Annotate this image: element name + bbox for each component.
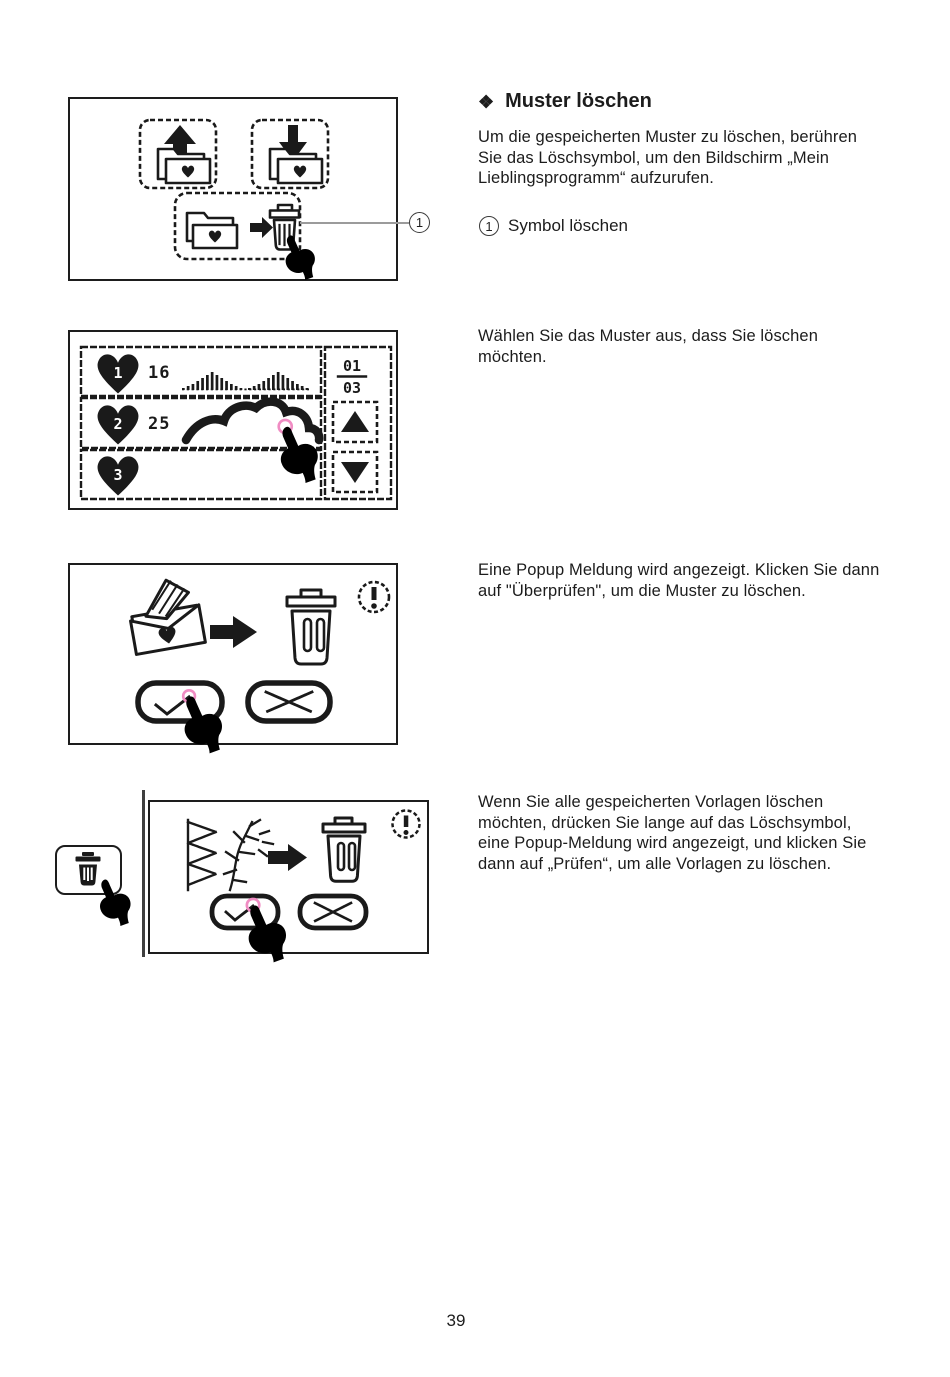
diamond-bullet-icon: ❖ bbox=[478, 91, 495, 112]
touch-hand-icon bbox=[277, 425, 321, 483]
page-indicator bbox=[338, 357, 366, 397]
stitch-count: 25 bbox=[148, 414, 171, 434]
callout-1-marker: 1 bbox=[409, 212, 430, 233]
folder-heart-icon bbox=[187, 213, 237, 248]
svg-text:01: 01 bbox=[342, 357, 362, 375]
svg-text:03: 03 bbox=[342, 379, 362, 397]
alert-icon bbox=[359, 582, 389, 612]
heart-slot-icon bbox=[98, 354, 139, 393]
step4-paragraph: Wenn Sie alle gespeicherten Vorlagen löschen möchten, drücken Sie lange auf das Löschsymbol, eine Popup-Meldung wird angezeigt, und klicken Sie dann auf „Prüfen“, um alle Vorlagen zu löschen. bbox=[478, 793, 867, 873]
arrow-down-icon bbox=[341, 462, 369, 483]
arrow-up-icon bbox=[341, 411, 369, 432]
figure-delete-popup bbox=[68, 563, 398, 745]
callout-line bbox=[300, 222, 409, 224]
arrow-right-icon bbox=[250, 217, 273, 238]
arrow-right-icon bbox=[210, 616, 257, 648]
alert-icon bbox=[393, 811, 420, 838]
callout-legend bbox=[479, 216, 628, 236]
scroll-down-button[interactable] bbox=[333, 452, 377, 492]
page-title-text: Muster löschen bbox=[505, 90, 652, 112]
load-pattern-icon bbox=[270, 125, 322, 183]
pattern-row-1[interactable] bbox=[81, 347, 321, 396]
touch-hand-icon bbox=[280, 234, 320, 280]
save-pattern-icon bbox=[158, 125, 210, 183]
load-pattern-button[interactable] bbox=[252, 120, 328, 188]
svg-text:2: 2 bbox=[113, 415, 123, 433]
save-pattern-button[interactable] bbox=[140, 120, 216, 188]
svg-text:3: 3 bbox=[113, 466, 123, 484]
stitch-count: 16 bbox=[148, 363, 171, 383]
touch-hand-icon bbox=[96, 878, 134, 926]
touch-hand-icon bbox=[181, 694, 225, 754]
scroll-up-button[interactable] bbox=[333, 402, 377, 442]
step3-paragraph: Eine Popup Meldung wird angezeigt. Klicken Sie dann auf "Überprüfen", um die Muster zu löschen. bbox=[478, 561, 880, 600]
trash-icon bbox=[323, 818, 365, 881]
callout-number-icon: 1 bbox=[479, 216, 499, 236]
step1-paragraph: Um die gespeicherten Muster zu löschen, berühren Sie das Löschsymbol, um den Bildschirm „Mein Lieblingsprogramm“ aufzurufen. bbox=[478, 128, 857, 188]
touch-hand-icon bbox=[245, 903, 289, 963]
callout-label: Symbol löschen bbox=[508, 216, 629, 235]
svg-text:1: 1 bbox=[113, 364, 123, 382]
folder-papers-heart-icon bbox=[125, 575, 206, 654]
heart-slot-icon bbox=[98, 405, 139, 444]
heart-slot-icon bbox=[98, 456, 139, 495]
cancel-button[interactable] bbox=[300, 896, 366, 928]
stitch-bargraph-icon bbox=[182, 372, 309, 390]
branch-pattern-icon bbox=[224, 820, 273, 890]
step2-paragraph: Wählen Sie das Muster aus, dass Sie löschen möchten. bbox=[478, 327, 818, 366]
trash-icon bbox=[287, 590, 335, 664]
page-title bbox=[478, 90, 652, 113]
arrow-right-icon bbox=[268, 844, 307, 871]
zigzag-pattern-icon bbox=[188, 820, 216, 890]
page-number: 39 bbox=[446, 1311, 466, 1330]
vertical-divider bbox=[142, 790, 145, 957]
cancel-button[interactable] bbox=[248, 683, 330, 721]
figure-memory-menu bbox=[68, 97, 398, 281]
figure-pattern-list-screen bbox=[68, 330, 398, 510]
